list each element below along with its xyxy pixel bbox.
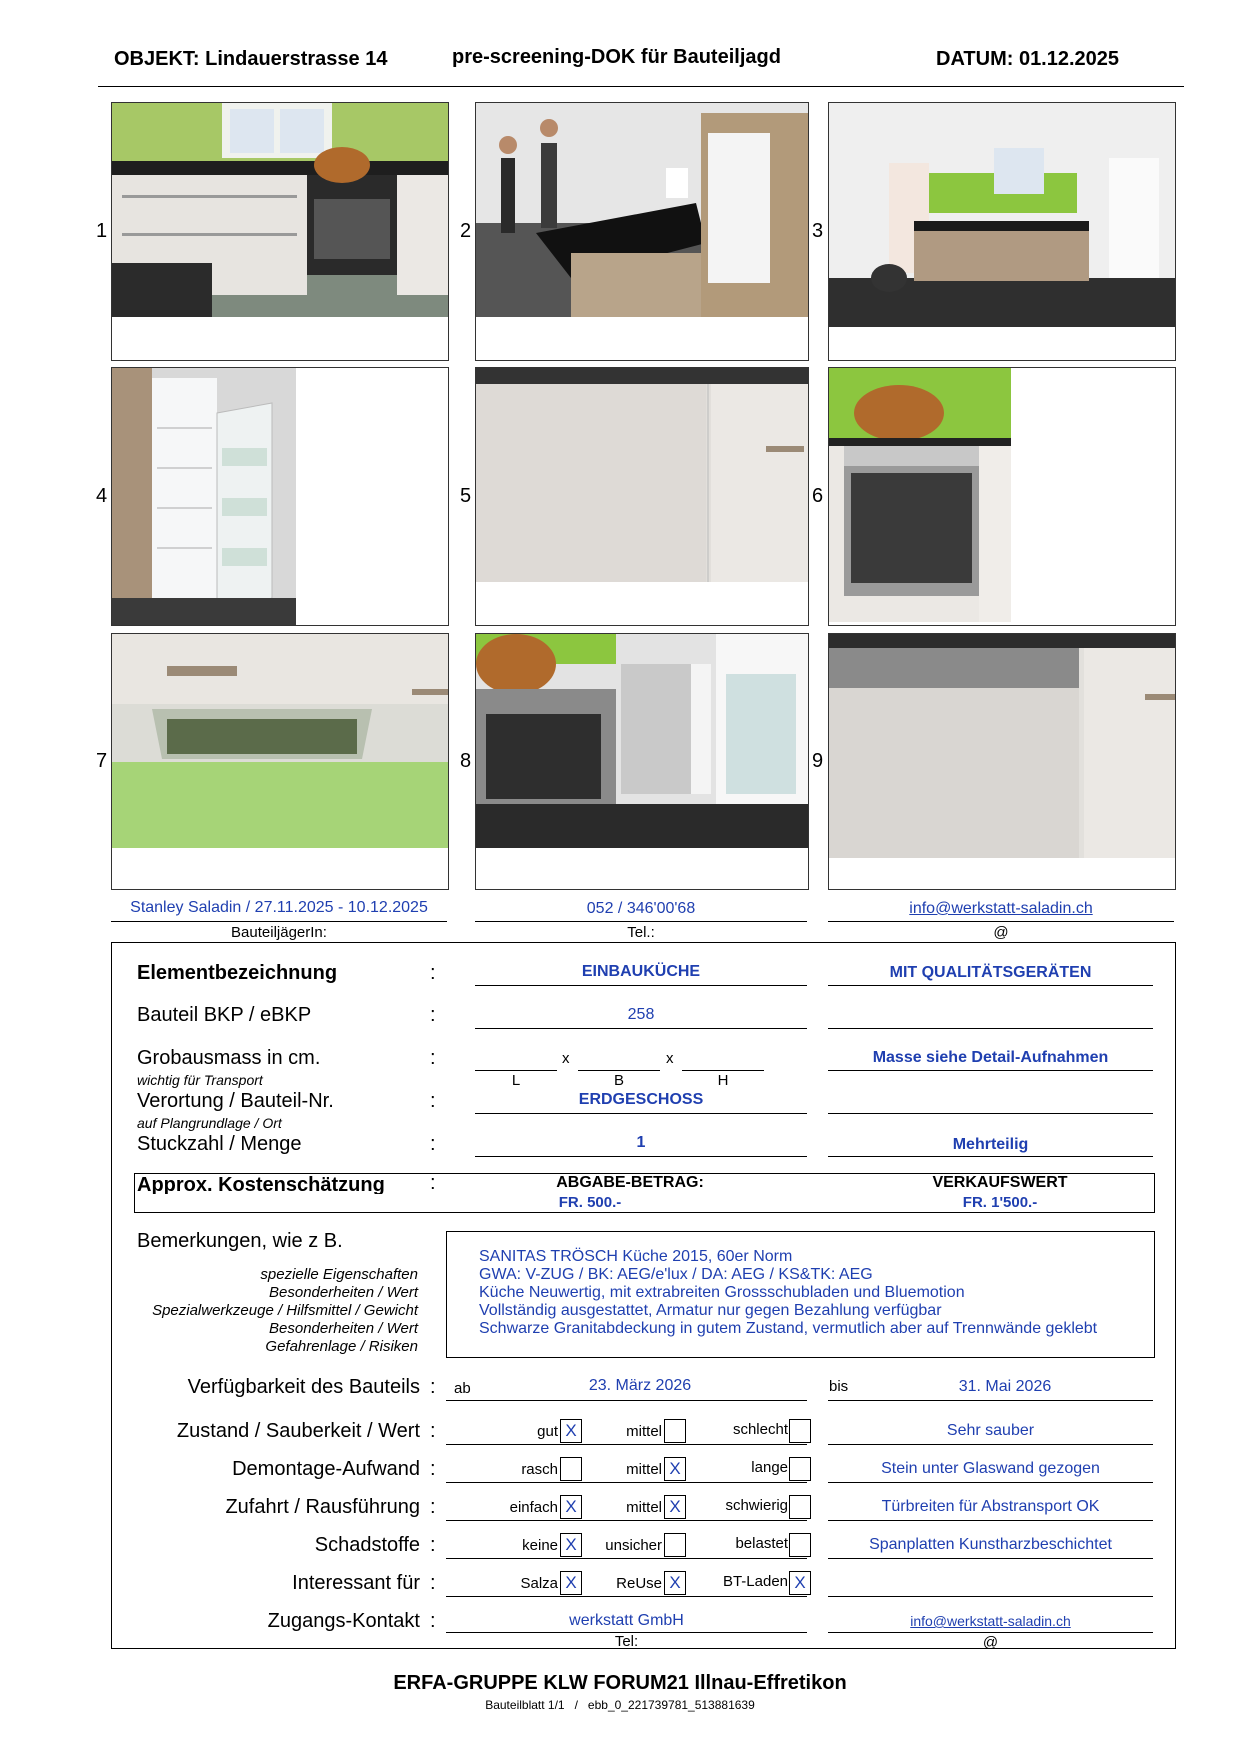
colon: : <box>430 1496 436 1518</box>
photo-1[interactable] <box>111 102 449 361</box>
datum: DATUM: 01.12.2025 <box>936 48 1120 70</box>
option-label: mittel <box>626 1423 662 1440</box>
length-label: L <box>511 1072 521 1089</box>
remark-line: Schwarze Granitabdeckung in gutem Zustand, vermutlich aber auf Trennwände geklebt <box>479 1320 1098 1337</box>
mittel-checkbox[interactable]: X <box>664 1495 686 1519</box>
hunter-label: BauteiljägerIn: <box>231 924 327 941</box>
hint: Besonderheiten / Wert <box>269 1284 418 1301</box>
belastet-checkbox[interactable] <box>789 1533 811 1557</box>
dishwasher-front-image <box>476 368 808 582</box>
available-from[interactable]: 23. März 2026 <box>588 1377 692 1394</box>
zufahrt-label: Zufahrt / Rausführung <box>225 1496 420 1518</box>
photo-3[interactable] <box>828 102 1176 361</box>
photo-number: 2 <box>460 220 472 242</box>
times-sign: x <box>562 1050 570 1067</box>
kitchen-island-image <box>476 103 808 317</box>
verfuegbarkeit-label: Verfügbarkeit des Bauteils <box>187 1376 420 1398</box>
einfach-checkbox[interactable]: X <box>560 1495 582 1519</box>
abgabe-label: ABGABE-BETRAG: <box>556 1174 704 1191</box>
rule <box>446 1558 807 1559</box>
photo-8[interactable] <box>475 633 809 890</box>
rule <box>446 1400 807 1401</box>
rule <box>475 985 807 986</box>
verkauf-label: VERKAUFSWERT <box>932 1174 1068 1191</box>
rule <box>828 1482 1153 1483</box>
bis-label: bis <box>829 1378 849 1395</box>
pull-out-drawer-image <box>476 634 808 848</box>
photo-7[interactable] <box>111 633 449 890</box>
bkp-value[interactable]: 258 <box>627 1006 655 1023</box>
element-value[interactable]: EINBAUKÜCHE <box>581 963 701 980</box>
demontage-note[interactable]: Stein unter Glaswand gezogen <box>881 1460 1100 1477</box>
option-label: unsicher <box>605 1537 662 1554</box>
colon: : <box>430 1610 436 1632</box>
rule <box>828 1113 1153 1114</box>
rule <box>828 1444 1153 1445</box>
rasch-checkbox[interactable] <box>560 1457 582 1481</box>
option-label: gut <box>537 1423 558 1440</box>
rule <box>446 1482 807 1483</box>
hunter-tel: 052 / 346'00'68 <box>586 900 696 917</box>
rule <box>828 921 1174 922</box>
zufahrt-note[interactable]: Türbreiten für Abstransport OK <box>881 1498 1100 1515</box>
demontage-label: Demontage-Aufwand <box>232 1458 420 1480</box>
width-field[interactable] <box>578 1070 660 1071</box>
stueckzahl-note[interactable]: Mehrteilig <box>952 1136 1029 1153</box>
option-label: lange <box>751 1459 788 1476</box>
document-title: pre-screening-DOK für Bauteiljagd <box>452 46 781 68</box>
bemerkungen-label: Bemerkungen, wie z B. <box>137 1230 343 1252</box>
hunter-email-link[interactable]: info@werkstatt-saladin.ch <box>909 900 1093 917</box>
height-field[interactable] <box>682 1070 764 1071</box>
rule <box>446 1444 807 1445</box>
rule <box>475 1028 807 1029</box>
kitchen-counter-image <box>112 103 448 317</box>
zugang-tel-label: Tel: <box>614 1633 639 1650</box>
verkauf-value[interactable]: FR. 1'500.- <box>962 1194 1038 1211</box>
bkp-label: Bauteil BKP / eBKP <box>137 1004 312 1026</box>
salza-checkbox[interactable]: X <box>560 1571 582 1595</box>
verortung-value[interactable]: ERDGESCHOSS <box>578 1091 704 1108</box>
option-label: BT-Laden <box>722 1573 788 1590</box>
gut-checkbox[interactable]: X <box>560 1419 582 1443</box>
email-label: @ <box>993 924 1009 941</box>
hint: Spezialwerkzeuge / Hilfsmittel / Gewicht <box>152 1302 418 1319</box>
ab-label: ab <box>454 1380 471 1397</box>
rule <box>828 985 1153 986</box>
schwierig-checkbox[interactable] <box>789 1495 811 1519</box>
lange-checkbox[interactable] <box>789 1457 811 1481</box>
colon: : <box>430 1572 436 1594</box>
footer-sub: Bauteilblatt 1/1 / ebb_0_221739781_513881639 <box>485 1698 755 1712</box>
kosten-label: Approx. Kostenschätzung <box>137 1174 385 1194</box>
option-label: rasch <box>521 1461 558 1478</box>
rule <box>475 1156 807 1157</box>
rule <box>828 1632 1153 1633</box>
photo-number: 3 <box>812 220 824 242</box>
colon: : <box>430 1534 436 1556</box>
width-label: B <box>613 1072 624 1089</box>
option-label: schlecht <box>732 1421 788 1438</box>
kitchen-overview-image <box>829 103 1175 327</box>
remark-line: Küche Neuwertig, mit extrabreiten Grossschubladen und Bluemotion <box>479 1284 965 1301</box>
colon: : <box>430 1004 436 1026</box>
option-label: schwierig <box>725 1497 788 1514</box>
hunter-name: Stanley Saladin / 27.11.2025 - 10.12.2025 <box>130 899 428 916</box>
element-value-2[interactable]: MIT QUALITÄTSGERÄTEN <box>889 964 1092 981</box>
height-label: H <box>717 1072 729 1089</box>
element-label: Elementbezeichnung <box>137 962 338 984</box>
photo-5[interactable] <box>475 367 809 626</box>
zugang-label: Zugangs-Kontakt <box>267 1610 420 1632</box>
photo-number: 1 <box>96 220 108 242</box>
bt-laden-checkbox[interactable]: X <box>789 1571 811 1595</box>
zugang-name[interactable]: werkstatt GmbH <box>569 1612 684 1629</box>
rule <box>828 1520 1153 1521</box>
photo-number: 7 <box>96 750 108 772</box>
option-label: ReUse <box>616 1575 662 1592</box>
photo-number: 9 <box>812 750 824 772</box>
option-label: mittel <box>626 1461 662 1478</box>
rule <box>828 1400 1153 1401</box>
verortung-label: Verortung / Bauteil-Nr. <box>137 1090 334 1112</box>
times-sign: x <box>666 1050 674 1067</box>
abgabe-value[interactable]: FR. 500.- <box>558 1194 622 1211</box>
tel-label: Tel.: <box>627 924 655 941</box>
photo-2[interactable] <box>475 102 809 361</box>
colon: : <box>430 1047 436 1069</box>
photo-number: 6 <box>812 485 824 507</box>
colon: : <box>430 1133 436 1155</box>
remark-line: GWA: V-ZUG / BK: AEG/e'lux / DA: AEG / KS&TK: AEG <box>479 1266 873 1283</box>
zustand-note[interactable]: Sehr sauber <box>946 1422 1035 1439</box>
schadstoffe-note[interactable]: Spanplatten Kunstharzbeschichtet <box>869 1536 1112 1553</box>
verortung-sublabel: auf Plangrundlage / Ort <box>137 1115 282 1131</box>
stueckzahl-value[interactable]: 1 <box>636 1134 646 1151</box>
rule <box>446 1596 807 1597</box>
rule <box>828 1558 1153 1559</box>
hint: Gefahrenlage / Risiken <box>265 1338 418 1355</box>
photo-number: 4 <box>96 485 108 507</box>
rule <box>446 1520 807 1521</box>
range-hood-image <box>112 634 448 848</box>
schlecht-checkbox[interactable] <box>789 1419 811 1443</box>
mittel-checkbox[interactable]: X <box>664 1457 686 1481</box>
schadstoffe-label: Schadstoffe <box>314 1534 420 1556</box>
photo-4[interactable] <box>111 367 449 626</box>
header-rule <box>98 86 1184 87</box>
photo-6[interactable] <box>828 367 1176 626</box>
dimensions-note[interactable]: Masse siehe Detail-Aufnahmen <box>872 1049 1109 1066</box>
colon: : <box>430 1458 436 1480</box>
keine-checkbox[interactable]: X <box>560 1533 582 1557</box>
option-label: Salza <box>520 1575 558 1592</box>
rule <box>828 1070 1153 1071</box>
grobausmass-label: Grobausmass in cm. <box>137 1047 321 1069</box>
rule <box>111 921 447 922</box>
dishwasher-panel-image <box>829 634 1175 858</box>
mittel-checkbox[interactable] <box>664 1419 686 1443</box>
zugang-email-label: @ <box>982 1634 999 1651</box>
zugang-email-link[interactable]: info@werkstatt-saladin.ch <box>910 1613 1071 1629</box>
fridge-interior-image <box>112 368 296 625</box>
rule <box>828 1596 1153 1597</box>
colon: : <box>430 1172 436 1194</box>
photo-number: 8 <box>460 750 472 772</box>
oven-image <box>829 368 1011 622</box>
option-label: belastet <box>735 1535 788 1552</box>
option-label: mittel <box>626 1499 662 1516</box>
rule <box>475 1113 807 1114</box>
photo-9[interactable] <box>828 633 1176 890</box>
colon: : <box>430 1376 436 1398</box>
remark-line: SANITAS TRÖSCH Küche 2015, 60er Norm <box>479 1248 793 1265</box>
colon: : <box>430 1090 436 1112</box>
rule <box>475 921 807 922</box>
zustand-label: Zustand / Sauberkeit / Wert <box>176 1420 420 1442</box>
photo-number: 5 <box>460 485 472 507</box>
objekt-title: OBJEKT: Lindauerstrasse 14 <box>114 48 388 70</box>
colon: : <box>430 962 436 984</box>
unsicher-checkbox[interactable] <box>664 1533 686 1557</box>
reuse-checkbox[interactable]: X <box>664 1571 686 1595</box>
rule <box>828 1156 1153 1157</box>
option-label: einfach <box>509 1499 558 1516</box>
hint: Besonderheiten / Wert <box>269 1320 418 1337</box>
option-label: keine <box>522 1537 558 1554</box>
interessant-label: Interessant für <box>292 1572 420 1594</box>
rule <box>828 1028 1153 1029</box>
available-to[interactable]: 31. Mai 2026 <box>958 1378 1052 1395</box>
grobausmass-sublabel: wichtig für Transport <box>137 1072 263 1088</box>
colon: : <box>430 1420 436 1442</box>
stueckzahl-label: Stuckzahl / Menge <box>137 1133 302 1155</box>
remark-line: Vollständig ausgestattet, Armatur nur gegen Bezahlung verfügbar <box>479 1302 942 1319</box>
footer-title: ERFA-GRUPPE KLW FORUM21 Illnau-Effretikon <box>393 1672 847 1694</box>
hint: spezielle Eigenschaften <box>260 1266 418 1283</box>
length-field[interactable] <box>475 1070 557 1071</box>
